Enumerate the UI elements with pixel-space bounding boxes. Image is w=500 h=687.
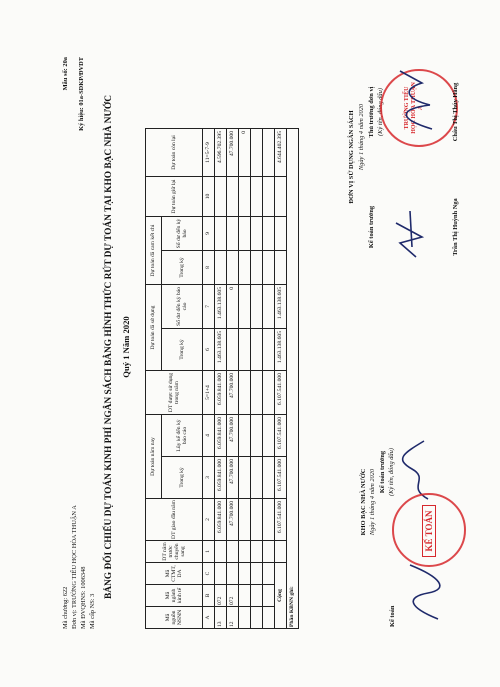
cell xyxy=(239,329,251,371)
cell: 1.463.138.605 xyxy=(215,329,227,371)
total-cell: 4.644.402.395 xyxy=(275,129,287,177)
total-cell xyxy=(275,251,287,285)
header-dt-con-lai: Dự toán còn lại xyxy=(146,129,203,177)
index-cell: 11=5-7-9 xyxy=(203,129,215,177)
unit-sign-title: ĐƠN VỊ SỬ DỤNG NGÂN SÁCH xyxy=(348,110,355,204)
unit-code: Mã ĐVQHNS: 1006348 xyxy=(80,566,87,629)
cell xyxy=(251,285,263,329)
kho-bac-accountant: Kế toán xyxy=(389,605,396,627)
cell: 12 xyxy=(227,607,239,629)
total-cell xyxy=(275,217,287,251)
budget-level: Mã cấp NS: 3 xyxy=(89,593,96,629)
unit-accountant-signature xyxy=(386,197,436,267)
kho-bac-sign-note: (Ký tên, đóng dấu) xyxy=(388,448,395,496)
table-row xyxy=(227,129,239,629)
table-row xyxy=(251,129,263,629)
unit-sign-date: Ngày 1 tháng 4 năm 2020 xyxy=(358,103,365,171)
cell: 6.059.841.000 xyxy=(215,415,227,457)
form-symbol: Ký hiệu: 01a-SDKP/ĐVDT xyxy=(78,57,85,131)
cell xyxy=(251,585,263,607)
chapter-code: Mã chương: 622 xyxy=(62,586,69,629)
cell: 072 xyxy=(215,585,227,607)
table-row xyxy=(263,129,275,629)
cell xyxy=(239,607,251,629)
index-cell: 1 xyxy=(203,541,215,563)
cell xyxy=(215,177,227,217)
total-label: Cộng xyxy=(275,563,287,629)
document-title: BẢNG ĐỐI CHIẾU DỰ TOÁN KINH PHÍ NGÂN SÁCH BẰNG HÌNH THỨC RÚT DỰ TOÁN TẠI KHO BẠC NHÀ NƯỚC xyxy=(104,95,114,599)
cell: 47.700.000 xyxy=(227,499,239,541)
index-cell: 2 xyxy=(203,499,215,541)
cell: 0 xyxy=(227,285,239,329)
cell xyxy=(251,251,263,285)
cell xyxy=(227,217,239,251)
index-cell: A xyxy=(203,607,215,629)
index-cell: 10 xyxy=(203,177,215,217)
header-dt-cam-ket-chi: Dự toán đã cam kết chi xyxy=(146,217,162,285)
cell xyxy=(251,329,263,371)
cell: 072 xyxy=(227,585,239,607)
unit-accountant-name: Trần Thị Huỳnh Nga xyxy=(452,198,459,256)
cell xyxy=(215,541,227,563)
cell xyxy=(263,177,275,217)
cell xyxy=(263,585,275,607)
index-cell: B xyxy=(203,585,215,607)
header-dt-giu-lai: Dự toán giữ lại xyxy=(146,177,203,217)
kbnn-row xyxy=(287,129,299,629)
budget-table xyxy=(145,128,299,629)
cell: 47.700.000 xyxy=(227,129,239,177)
total-cell xyxy=(275,177,287,217)
cell: 13 xyxy=(215,607,227,629)
total-cell: 6.107.541.000 xyxy=(275,499,287,541)
index-cell: 3 xyxy=(203,457,215,499)
document-period: Quý 1 Năm 2020 xyxy=(121,316,131,378)
cell xyxy=(251,217,263,251)
header-su-dung-trong-ky: Trong kỳ xyxy=(161,329,202,371)
header-dt-da-su-dung: Dự toán đã sử dụng xyxy=(146,285,162,371)
total-row xyxy=(275,129,287,629)
header-cam-ket-trong-ky: Trong kỳ xyxy=(161,251,202,285)
header-dt-duoc-su-dung: DT được sử dụng trong năm xyxy=(146,371,203,415)
cell xyxy=(251,563,263,585)
form-number: Mẫu số: 20a xyxy=(62,57,69,91)
accountant-signature xyxy=(398,557,448,627)
cell xyxy=(251,607,263,629)
cell xyxy=(251,541,263,563)
header-nam-nay-luy-ke: Lũy kế đến kỳ báo cáo xyxy=(161,415,202,457)
index-row xyxy=(203,129,215,629)
header-ma-nganh: Mã ngành kinh tế xyxy=(146,585,203,607)
cell xyxy=(263,251,275,285)
cell: 47.700.000 xyxy=(227,415,239,457)
cell xyxy=(263,457,275,499)
cell xyxy=(251,499,263,541)
cell xyxy=(251,129,263,177)
table-row xyxy=(239,129,251,629)
total-cell: 6.107.541.000 xyxy=(275,371,287,415)
cell xyxy=(239,217,251,251)
unit-sign-note: (Ký tên, đóng dấu) xyxy=(377,88,384,136)
cell: 4.596.702.395 xyxy=(215,129,227,177)
cell xyxy=(251,371,263,415)
kho-bac-title: KHO BẠC NHÀ NƯỚC xyxy=(360,468,367,536)
cell xyxy=(251,457,263,499)
index-cell: 8 xyxy=(203,251,215,285)
index-cell: 9 xyxy=(203,217,215,251)
cell xyxy=(239,585,251,607)
cell: 47.700.000 xyxy=(227,457,239,499)
cell xyxy=(227,251,239,285)
index-cell: 7 xyxy=(203,285,215,329)
unit-head: Thủ trưởng đơn vị xyxy=(368,86,375,138)
header-ma-ctmt: Mã CTMT, DA xyxy=(146,563,203,585)
cell xyxy=(263,541,275,563)
cell: 6.059.841.000 xyxy=(215,371,227,415)
cell xyxy=(263,415,275,457)
kho-bac-stamp xyxy=(392,493,466,567)
cell xyxy=(215,251,227,285)
index-cell: 5=1+4 xyxy=(203,371,215,415)
cell xyxy=(251,415,263,457)
total-cell: 6.107.541.000 xyxy=(275,457,287,499)
index-cell: 6 xyxy=(203,329,215,371)
index-cell: 4 xyxy=(203,415,215,457)
total-cell: 6.107.541.000 xyxy=(275,415,287,457)
unit-head-name: Châu Thị Thúy Hằng xyxy=(452,82,459,142)
cell xyxy=(227,329,239,371)
total-cell xyxy=(275,541,287,563)
cell: 6.059.841.000 xyxy=(215,457,227,499)
cell: 1.463.138.605 xyxy=(215,285,227,329)
cell xyxy=(263,563,275,585)
cell xyxy=(263,371,275,415)
unit-name: Đơn vị: TRƯỜNG TIỂU HỌC HÒA THUẬN A xyxy=(71,505,78,629)
cell xyxy=(263,285,275,329)
header-cam-ket-so-du: Số dư đến kỳ báo xyxy=(161,217,202,251)
cell xyxy=(263,217,275,251)
cell xyxy=(239,457,251,499)
header-dt-nam-truoc: DT năm trước chuyển sang xyxy=(146,541,203,563)
kho-bac-chief-accountant: Kế toán trưởng xyxy=(379,450,386,494)
cell xyxy=(227,563,239,585)
cell xyxy=(239,177,251,217)
header-nam-nay-trong-ky: Trong kỳ xyxy=(161,457,202,499)
header-dt-nam-nay: Dự toán năm nay xyxy=(146,415,162,499)
cell: 47.700.000 xyxy=(227,371,239,415)
head-signature xyxy=(392,65,452,135)
school-stamp-text: TRƯỜNG TIỂU HỌC HÒA THUẬN A xyxy=(404,82,425,134)
header-ma-nguon: Mã nguồn NSNN xyxy=(146,607,203,629)
kbnn-note: Phần KBNN ghi: xyxy=(287,129,299,629)
cell xyxy=(239,415,251,457)
cell xyxy=(227,177,239,217)
cell xyxy=(227,541,239,563)
cell xyxy=(239,371,251,415)
cell xyxy=(263,607,275,629)
index-cell: C xyxy=(203,563,215,585)
cell: 6.059.841.000 xyxy=(215,499,227,541)
cell xyxy=(263,499,275,541)
cell xyxy=(239,285,251,329)
table-row xyxy=(215,129,227,629)
unit-chief-accountant: Kế toán trưởng xyxy=(368,205,375,249)
cell xyxy=(239,499,251,541)
cell xyxy=(251,177,263,217)
header-dt-giao: DT giao đầu năm xyxy=(146,499,203,541)
cell: 0 xyxy=(239,129,251,177)
kho-bac-date: Ngày 1 tháng 4 năm 2020 xyxy=(369,468,376,536)
cell xyxy=(239,251,251,285)
stamp-text: KẾ TOÁN xyxy=(422,505,436,557)
cell xyxy=(239,563,251,585)
cell xyxy=(215,563,227,585)
total-cell: 1.463.138.605 xyxy=(275,285,287,329)
cell xyxy=(239,541,251,563)
cell xyxy=(263,329,275,371)
header-su-dung-so-du: Số dư đến kỳ báo cáo xyxy=(161,285,202,329)
total-cell: 1.463.138.605 xyxy=(275,329,287,371)
cell xyxy=(215,217,227,251)
cell xyxy=(263,129,275,177)
